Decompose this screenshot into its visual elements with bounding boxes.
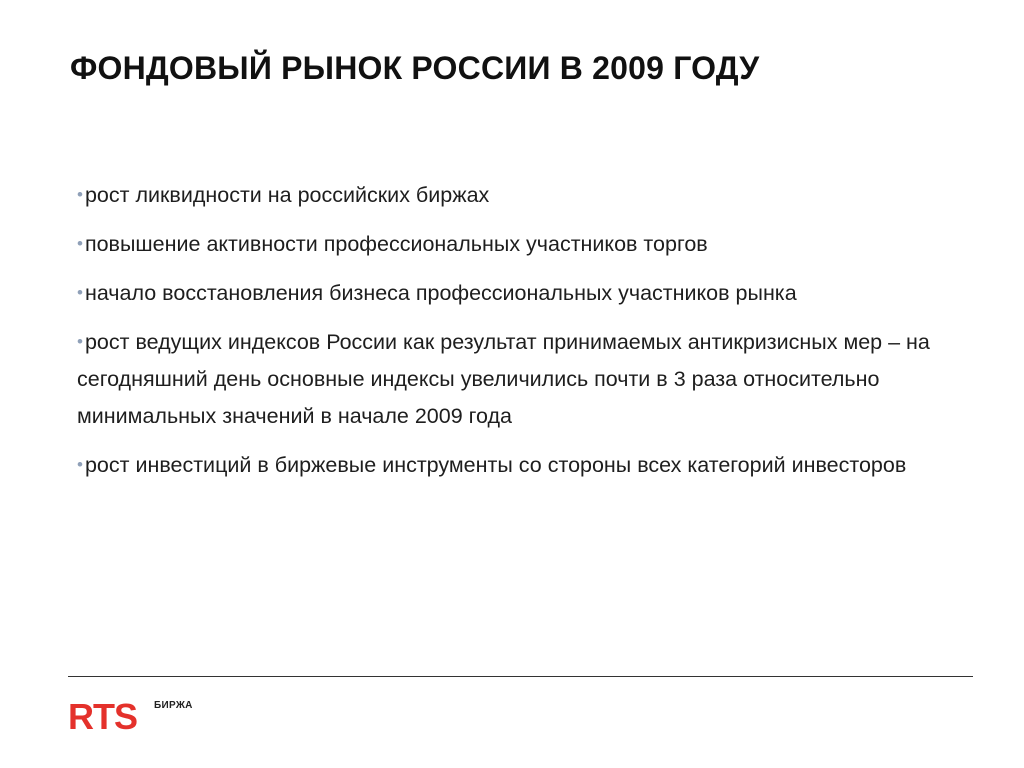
- bullet-text: начало восстановления бизнеса профессиональных участников рынка: [84, 281, 797, 305]
- rts-logo-mark: [68, 698, 152, 734]
- slide-title: ФОНДОВЫЙ РЫНОК РОССИИ В 2009 ГОДУ: [70, 50, 760, 86]
- bullet-item: [77, 446, 957, 484]
- footer-divider: [68, 676, 973, 677]
- rts-logo-subtext: БИРЖА: [154, 700, 193, 711]
- bullet-item: [77, 176, 957, 214]
- bullet-item: [77, 323, 957, 435]
- rts-logo-letters: RTS: [68, 698, 137, 734]
- bullet-marker: •: [77, 455, 83, 474]
- bullet-item: [77, 274, 957, 312]
- bullet-list: [77, 176, 957, 495]
- bullet-marker: •: [77, 234, 83, 253]
- bullet-text: рост ликвидности на российских биржах: [84, 183, 490, 207]
- bullet-text: повышение активности профессиональных участников торгов: [84, 232, 708, 256]
- bullet-text: рост инвестиций в биржевые инструменты со стороны всех категорий инвесторов: [84, 453, 907, 477]
- bullet-item: [77, 225, 957, 263]
- bullet-text: рост ведущих индексов России как результат принимаемых антикризисных мер – на сегодняшний день основные индексы увеличились почти в 3 раза относительно минимальных значений в начале 2009 года: [77, 330, 930, 428]
- bullet-marker: •: [77, 185, 83, 204]
- bullet-marker: •: [77, 283, 83, 302]
- bullet-marker: •: [77, 332, 83, 351]
